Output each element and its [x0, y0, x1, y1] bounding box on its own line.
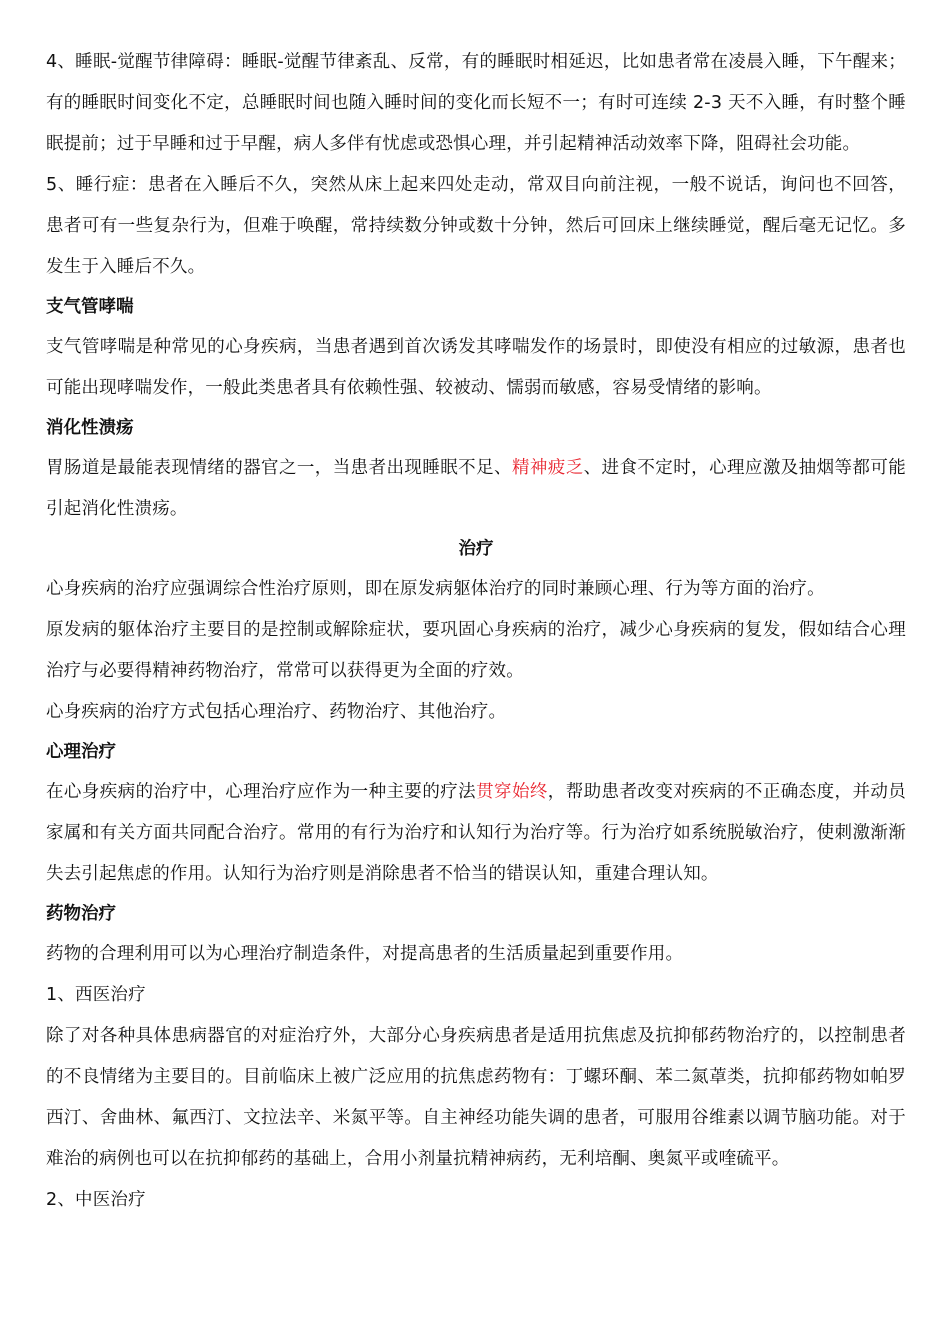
chinese-medicine-title: 2、中医治疗: [46, 1190, 146, 1210]
document-page: [46, 42, 906, 1221]
psych-text-before: 在心身疾病的治疗中，心理治疗应作为一种主要的疗法: [46, 782, 477, 802]
psych-therapy-heading: 心理治疗: [46, 742, 116, 762]
treatment-paragraph-2: 原发病的躯体治疗主要目的是控制或解除症状，要巩固心身疾病的治疗，减少心身疾病的复发，假如结合心理治疗与必要得精神药物治疗，常常可以获得更为全面的疗效。: [46, 620, 906, 681]
treatment-title: 治疗: [458, 539, 494, 559]
asthma-heading: 支气管哮喘: [46, 297, 134, 317]
drug-therapy-intro: 药物的合理利用可以为心理治疗制造条件，对提高患者的生活质量起到重要作用。: [46, 944, 684, 964]
sleep-wake-disorder-paragraph: 4、睡眠-觉醒节律障碍：睡眠-觉醒节律紊乱、反常，有的睡眠时相延迟，比如患者常在凌晨入睡，下午醒来；有的睡眠时间变化不定，总睡眠时间也随入睡时间的变化而长短不一；有时可连续 2-3 天不入睡，有时整个睡眠提前；过于早睡和过于早醒，病人多伴有忧虑或恐惧心理，并引起精神活动效率下降，阻碍社会功能。: [46, 52, 906, 154]
treatment-paragraph-1: 心身疾病的治疗应强调综合性治疗原则，即在原发病躯体治疗的同时兼顾心理、行为等方面的治疗。: [46, 579, 825, 599]
western-medicine-title: 1、西医治疗: [46, 985, 146, 1005]
psych-highlight: 贯穿始终: [476, 782, 548, 802]
ulcer-highlight: 精神疲乏: [511, 458, 584, 478]
psych-text-after: ，帮助患者改变对疾病的不正确态度，并动员家属和有关方面共同配合治疗。常用的有行为治疗和认知行为治疗等。行为治疗如系统脱敏治疗，使刺激渐渐失去引起焦虑的作用。认知行为治疗则是消除患者不恰当的错误认知，重建合理认知。: [46, 782, 906, 884]
drug-therapy-heading: 药物治疗: [46, 904, 116, 924]
peptic-ulcer-paragraph: [46, 448, 906, 530]
ulcer-text-before: 胃肠道是最能表现情绪的器官之一，当患者出现睡眠不足、: [46, 458, 512, 478]
ulcer-text-after: 、进食不定时，心理应激及抽烟等都可能引起消化性溃疡。: [46, 458, 906, 519]
peptic-ulcer-heading: 消化性溃疡: [46, 418, 134, 438]
sleepwalking-paragraph: 5、睡行症：患者在入睡后不久，突然从床上起来四处走动，常双目向前注视，一般不说话，询问也不回答，患者可有一些复杂行为，但难于唤醒，常持续数分钟或数十分钟，然后可回床上继续睡觉，醒后毫无记忆。多发生于入睡后不久。: [46, 175, 906, 277]
asthma-paragraph: 支气管哮喘是种常见的心身疾病，当患者遇到首次诱发其哮喘发作的场景时，即使没有相应的过敏源，患者也可能出现哮喘发作，一般此类患者具有依赖性强、较被动、懦弱而敏感，容易受情绪的影响。: [46, 337, 906, 398]
treatment-paragraph-3: 心身疾病的治疗方式包括心理治疗、药物治疗、其他治疗。: [46, 702, 507, 722]
western-medicine-paragraph: 除了对各种具体患病器官的对症治疗外，大部分心身疾病患者是适用抗焦虑及抗抑郁药物治疗的，以控制患者的不良情绪为主要目的。目前临床上被广泛应用的抗焦虑药物有：丁螺环酮、苯二氮䓬类，抗抑郁药物如帕罗西汀、舍曲林、氟西汀、文拉法辛、米氮平等。自主神经功能失调的患者，可服用谷维素以调节脑功能。对于难治的病例也可以在抗抑郁药的基础上，合用小剂量抗精神病药，无利培酮、奥氮平或喹硫平。: [46, 1026, 906, 1169]
psych-therapy-paragraph: [46, 772, 906, 895]
